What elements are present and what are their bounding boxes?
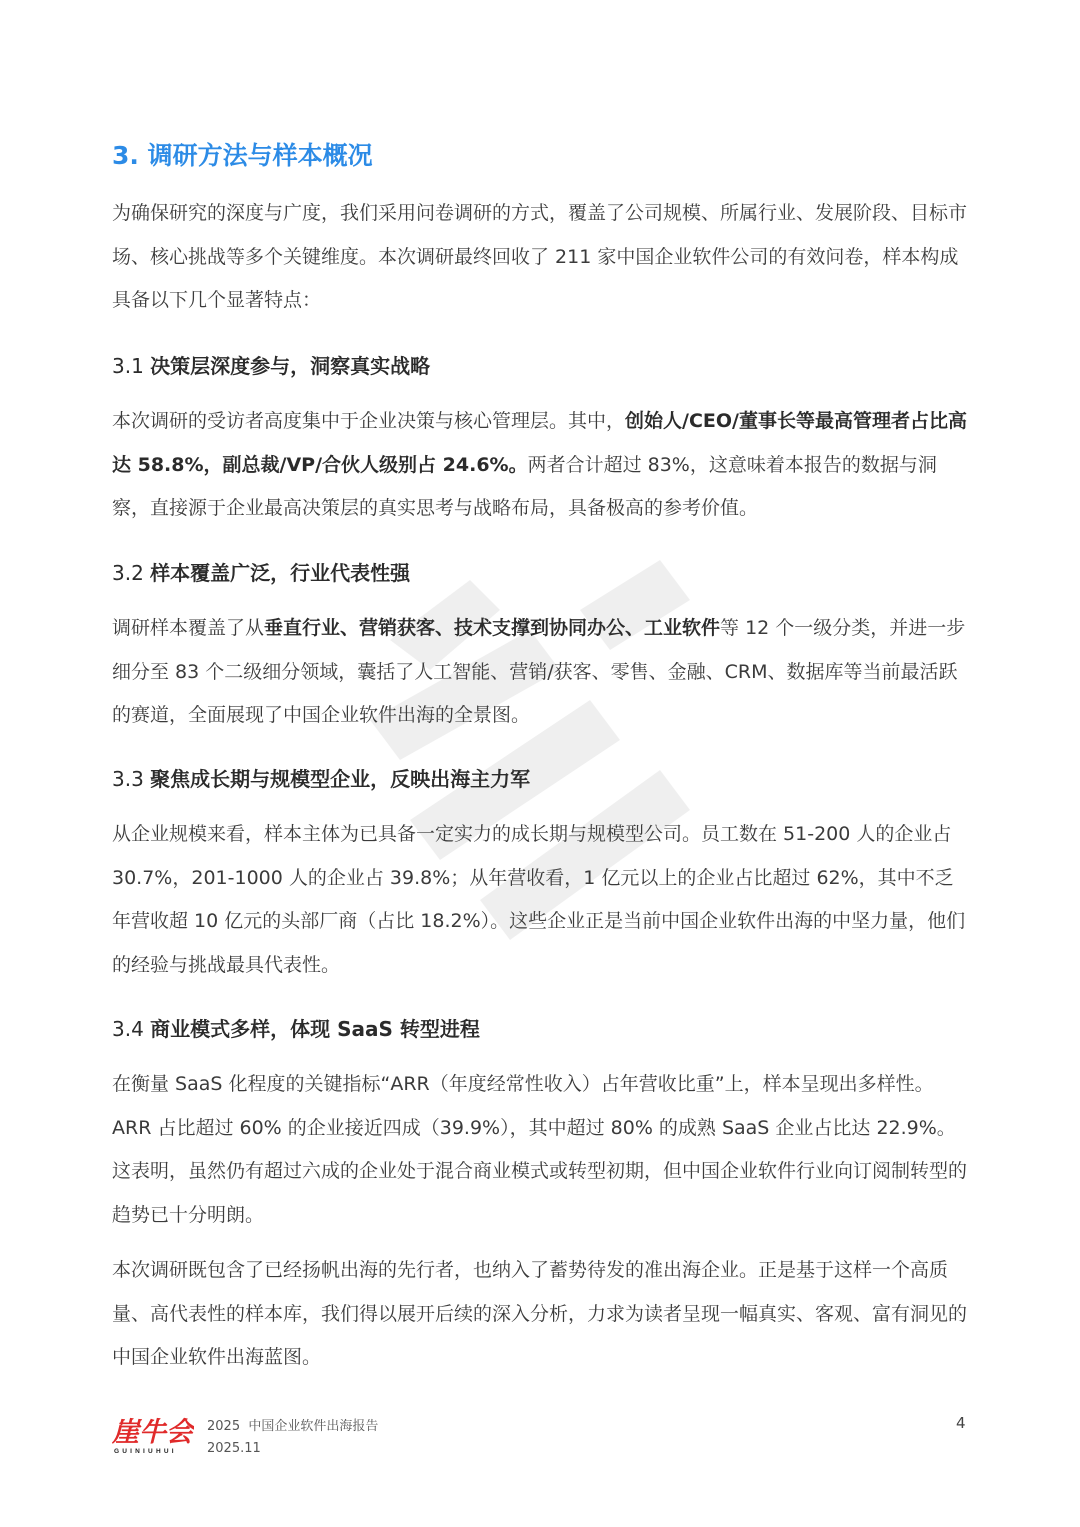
subsection-3-1-paragraph	[112, 400, 972, 531]
logo-subtext: GUINIUHUI	[114, 1448, 177, 1455]
subsection-3-3-paragraph: 从企业规模来看，样本主体为已具备一定实力的成长期与规模型公司。员工数在 51-200 人的企业占 30.7%，201-1000 人的企业占 39.8%；从年营收看，1 亿元以上的企业占比超过 62%，其中不乏年营收超 10 亿元的头部厂商（占比 18.2%）。这些企业正是当前中国企业软件出海的中坚力量，他们的经验与挑战最具代表性。	[112, 823, 966, 976]
subsection-3-2-heading	[112, 558, 410, 588]
subsection-number: 3.4	[112, 1017, 151, 1041]
footer-report-title: 2025 中国企业软件出海报告	[207, 1419, 379, 1434]
paragraph-text: 等 12 个一级分类，并进一步细分至 83 个二级细分领域，囊括了人工智能、营销/获客、零售、金融、CRM、数据库等当前最活跃的赛道，全面展现了中国企业软件出海的全景图。	[112, 617, 966, 726]
paragraph-text: 两者合计超过 83%，这意味着本报告的数据与洞察，直接源于企业最高决策层的真实思考与战略布局，具备极高的参考价值。	[112, 453, 937, 519]
closing-paragraph: 本次调研既包含了已经扬帆出海的先行者，也纳入了蓄势待发的准出海企业。正是基于这样一个高质量、高代表性的样本库，我们得以展开后续的深入分析，力求为读者呈现一幅真实、客观、富有洞见的中国企业软件出海蓝图。	[112, 1259, 968, 1368]
subsection-3-2-paragraph	[112, 607, 972, 738]
subsection-number: 3.3	[112, 767, 151, 791]
subsection-title: 商业模式多样，体现 SaaS 转型进程	[150, 1017, 480, 1041]
footer-date: 2025.11	[207, 1441, 261, 1456]
subsection-3-4-heading	[112, 1014, 480, 1044]
subsection-title: 决策层深度参与，洞察真实战略	[150, 354, 431, 378]
logo-wordmark: 崖牛会	[112, 1417, 193, 1447]
subsection-number: 3.1	[112, 354, 151, 378]
subsection-3-1-heading	[112, 351, 430, 381]
subsection-title: 聚焦成长期与规模型企业，反映出海主力军	[150, 767, 531, 791]
brand-logo	[112, 1413, 194, 1457]
intro-paragraph: 为确保研究的深度与广度，我们采用问卷调研的方式，覆盖了公司规模、所属行业、发展阶段、目标市场、核心挑战等多个关键维度。本次调研最终回收了 211 家中国企业软件公司的有效问卷，样本构成具备以下几个显著特点：	[112, 202, 968, 311]
section-title: 3. 调研方法与样本概况	[112, 141, 373, 170]
subsection-3-3-heading	[112, 764, 530, 794]
subsection-number: 3.2	[112, 561, 151, 585]
footer-meta	[207, 1416, 378, 1460]
paragraph-emphasis: 垂直行业、营销获客、技术支撑到协同办公、工业软件	[264, 617, 721, 639]
paragraph-text: 本次调研的受访者高度集中于企业决策与核心管理层。其中，	[112, 410, 626, 432]
page-number: 4	[956, 1414, 966, 1432]
paragraph-emphasis: 创始人/CEO/董事长等最高管理者占比高达 58.8%，副总裁/VP/合伙人级别占 24.6%。	[112, 410, 967, 476]
paragraph-text: 调研样本覆盖了从	[112, 617, 265, 639]
subsection-3-4-paragraph: 在衡量 SaaS 化程度的关键指标“ARR（年度经常性收入）占年营收比重”上，样本呈现出多样性。ARR 占比超过 60% 的企业接近四成（39.9%），其中超过 80% 的成熟 SaaS 企业占比达 22.9%。这表明，虽然仍有超过六成的企业处于混合商业模式或转型初期，但中国企业软件行业向订阅制转型的趋势已十分明朗。	[112, 1073, 968, 1226]
subsection-title: 样本覆盖广泛，行业代表性强	[150, 561, 411, 585]
